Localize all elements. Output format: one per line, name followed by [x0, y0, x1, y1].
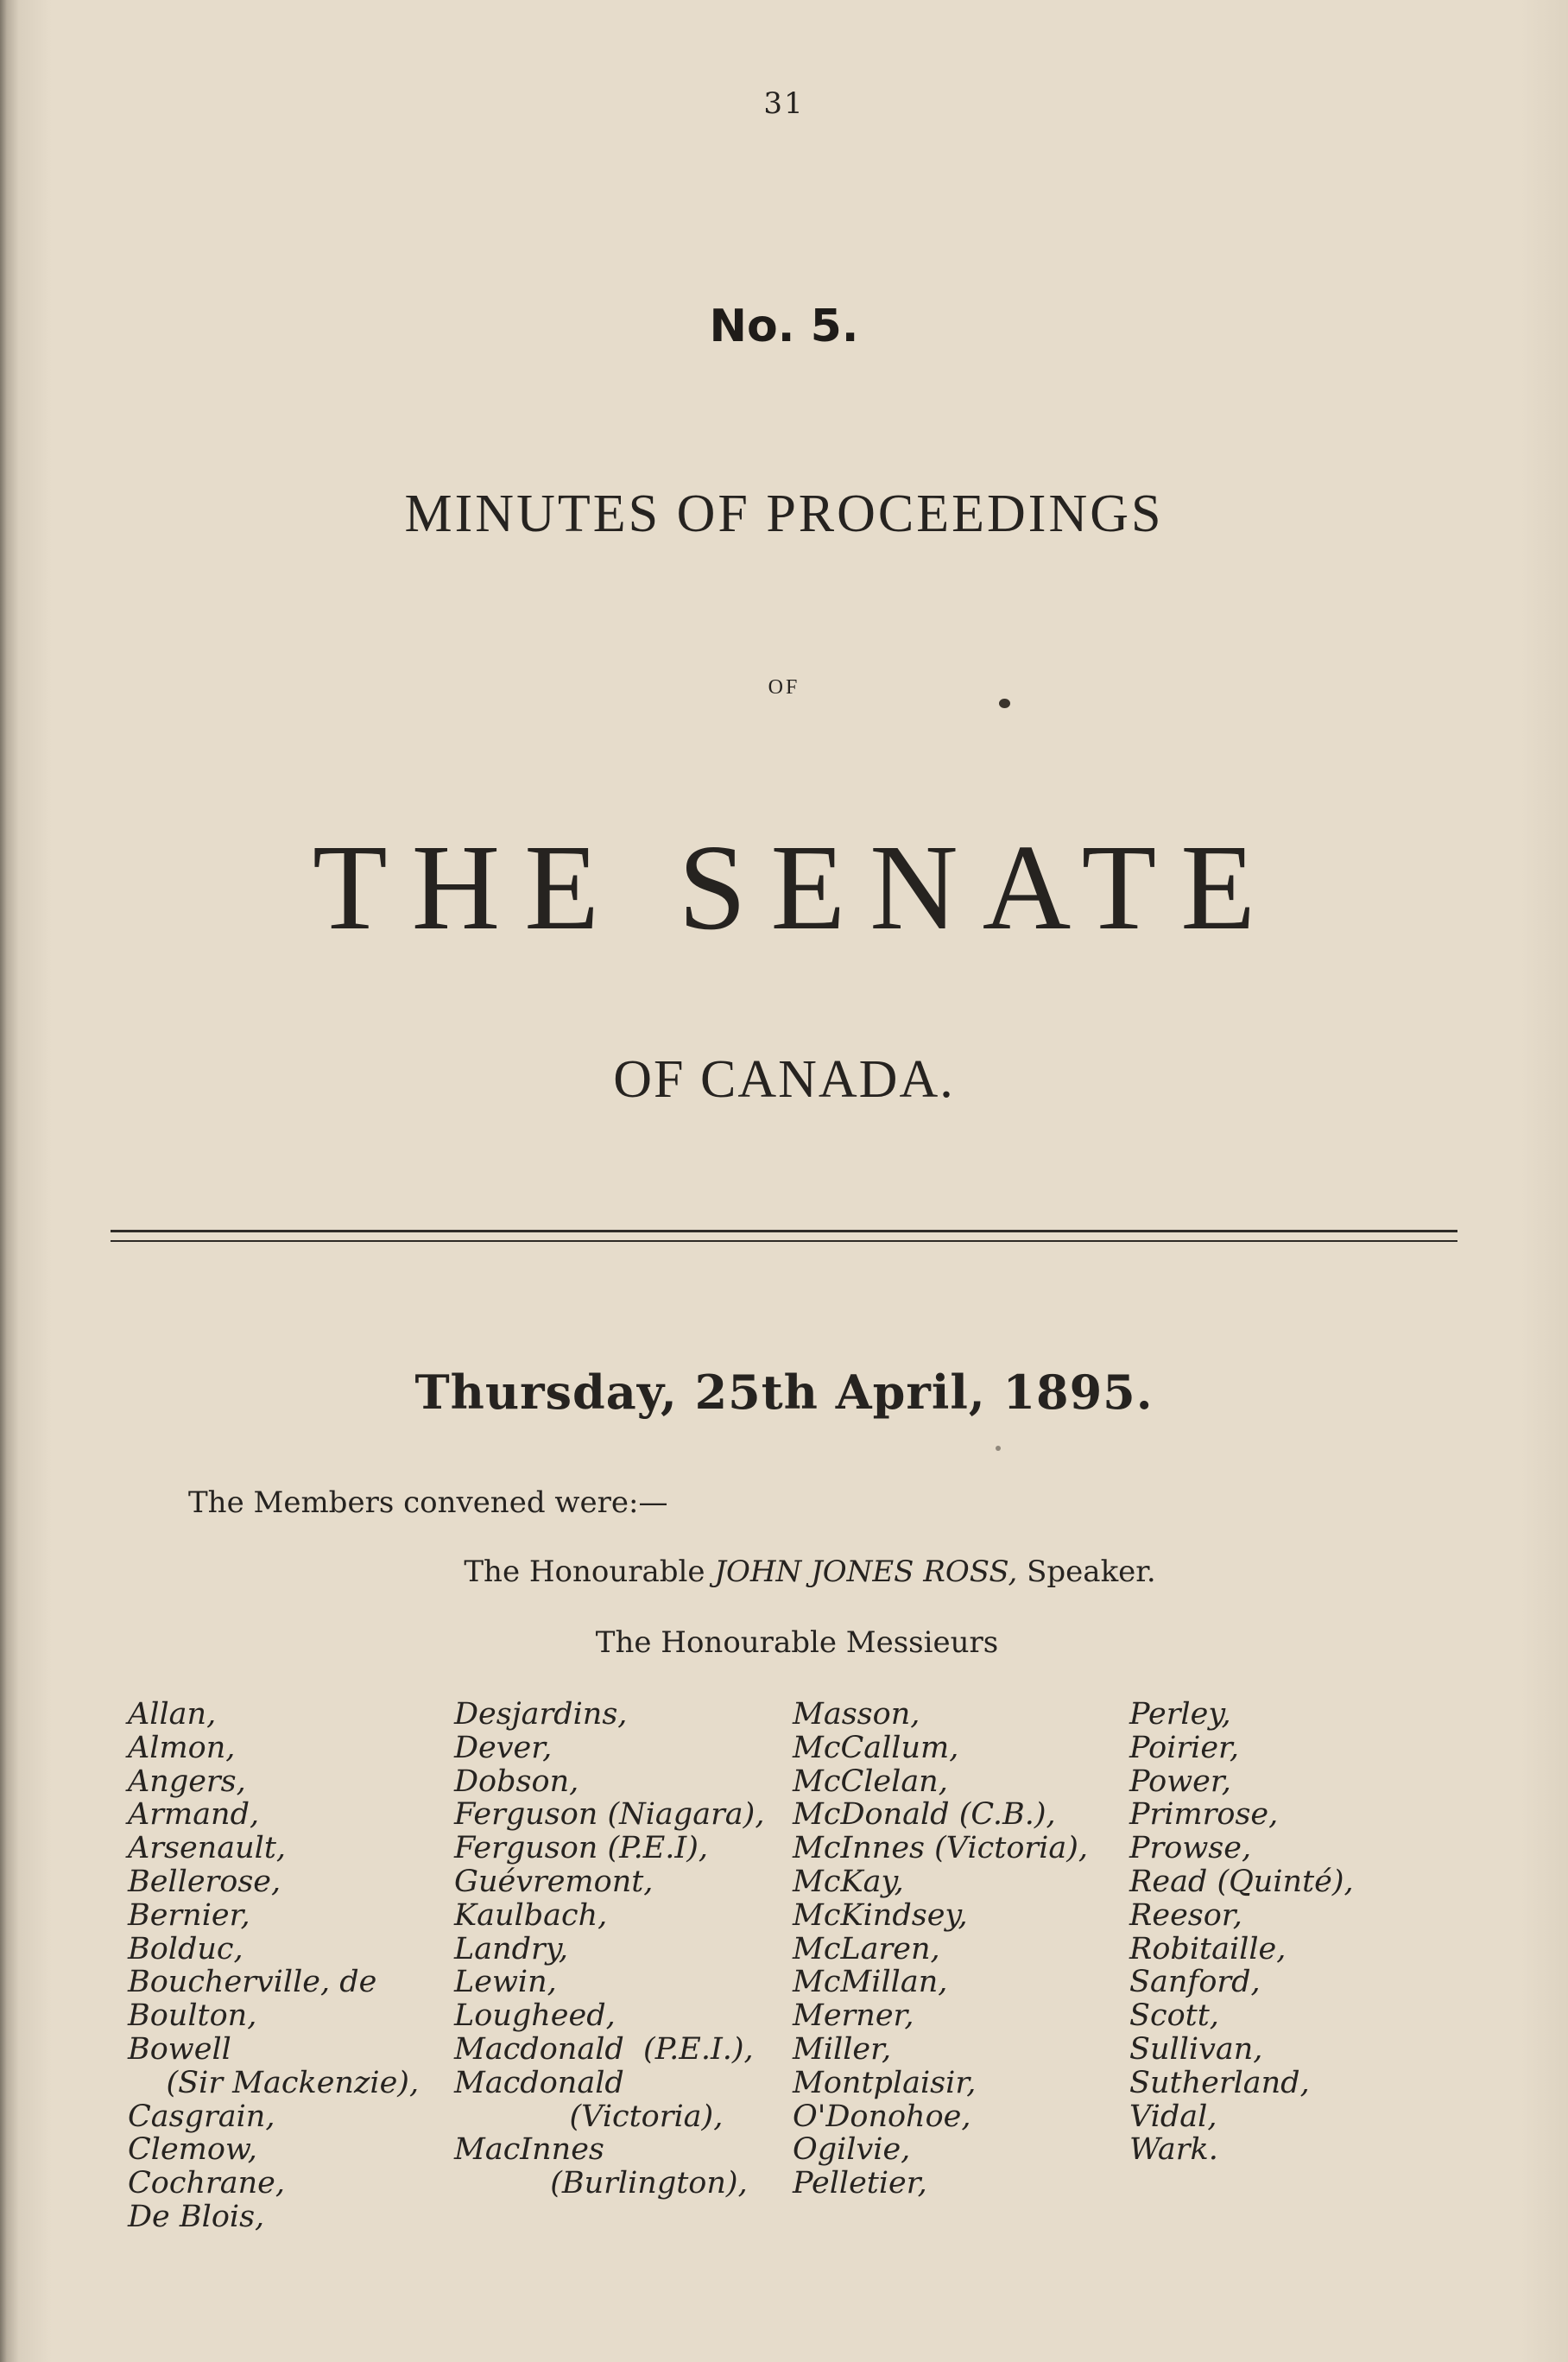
member-name: Sutherland, [1129, 2065, 1310, 2100]
member-name: Bolduc, [128, 1931, 243, 1966]
member-name [1129, 2201, 1354, 2234]
member-name: Merner, [793, 1998, 914, 2034]
member-name [454, 2201, 764, 2234]
speaker-prefix: The Honourable [464, 1555, 705, 1589]
member-name: Cochrane, [128, 2166, 285, 2201]
member-name: Ogilvie, [793, 2132, 911, 2168]
member-name: Wark. [1129, 2132, 1218, 2168]
member-name: Primrose, [1129, 1797, 1279, 1833]
issue-number: No. 5. [709, 301, 859, 352]
heading-the-senate: THE SENATE [312, 819, 1280, 955]
member-name: Armand, [128, 1797, 260, 1833]
member-name: Sanford, [1129, 1965, 1261, 2000]
speaker-line [0, 1555, 1568, 1589]
member-name: Guévremont, [454, 1864, 654, 1899]
member-name: Prowse, [1129, 1831, 1252, 1866]
member-name: Vidal, [1129, 2099, 1217, 2134]
heading-minutes-of-proceedings: MINUTES OF PROCEEDINGS [404, 484, 1164, 543]
member-name: Angers, [128, 1764, 246, 1799]
member-name: Bowell [128, 2031, 231, 2067]
member-name: Macdonald [454, 2065, 624, 2100]
member-name: Lewin, [454, 1965, 557, 2000]
member-name [793, 2201, 1088, 2234]
page-number: 31 [763, 86, 805, 121]
member-name: Miller, [793, 2031, 892, 2067]
heading-of-canada: OF CANADA. [613, 1050, 955, 1109]
ink-speck [996, 1446, 1001, 1451]
member-name: Read (Quinté), [1129, 1864, 1354, 1899]
member-name: Boulton, [128, 1998, 257, 2034]
member-name: Scott, [1129, 1998, 1219, 2034]
member-name: McMillan, [793, 1965, 948, 2000]
double-rule-top [111, 1230, 1457, 1232]
members-column-2 [454, 1698, 764, 2234]
member-name: (Victoria), [454, 2099, 724, 2134]
member-name: (Burlington), [454, 2166, 748, 2201]
members-intro: The Members convened were:— [188, 1485, 668, 1520]
member-name: Clemow, [128, 2132, 257, 2168]
double-rule-bottom [111, 1240, 1457, 1242]
member-name: Perley, [1129, 1697, 1231, 1732]
members-column-4 [1129, 1698, 1354, 2234]
member-name: Ferguson (Niagara), [454, 1797, 765, 1833]
member-name: McInnes (Victoria), [793, 1831, 1088, 1866]
member-name: McKay, [793, 1864, 904, 1899]
member-name: Montplaisir, [793, 2065, 977, 2100]
speaker-name: JOHN JONES ROSS, [714, 1555, 1018, 1589]
speaker-title: Speaker. [1027, 1555, 1156, 1589]
members-list [128, 1698, 1527, 2285]
member-name: De Blois, [128, 2199, 265, 2234]
member-name: Sullivan, [1129, 2031, 1263, 2067]
member-name: Macdonald (P.E.I.), [454, 2031, 754, 2067]
member-name: Boucherville, de [128, 1965, 377, 2000]
member-name: Desjardins, [454, 1697, 628, 1732]
honourable-messieurs-heading: The Honourable Messieurs [595, 1625, 999, 1660]
member-name: McDonald (C.B.), [793, 1797, 1056, 1833]
member-name: Arsenault, [128, 1831, 287, 1866]
member-name: McClelan, [793, 1764, 948, 1799]
member-name: Casgrain, [128, 2099, 275, 2134]
member-name: Poirier, [1129, 1730, 1240, 1765]
member-name: Dever, [454, 1730, 553, 1765]
member-name: Landry, [454, 1931, 569, 1966]
member-name: Reesor, [1129, 1897, 1242, 1933]
ink-speck [999, 699, 1010, 708]
heading-of: OF [768, 676, 800, 699]
member-name: Dobson, [454, 1764, 579, 1799]
member-name: Lougheed, [454, 1998, 616, 2034]
members-column-1 [128, 1698, 419, 2234]
member-name: McKindsey, [793, 1897, 968, 1933]
member-name [1129, 2167, 1354, 2201]
member-name: MacInnes [454, 2132, 604, 2168]
member-name: Pelletier, [793, 2166, 927, 2201]
member-name: McLaren, [793, 1931, 940, 1966]
member-name: Masson, [793, 1697, 920, 1732]
member-name: Almon, [128, 1730, 236, 1765]
member-name: (Sir Mackenzie), [128, 2065, 420, 2100]
member-name: Power, [1129, 1764, 1231, 1799]
member-name: O'Donohoe, [793, 2099, 971, 2134]
member-name: Kaulbach, [454, 1897, 608, 1933]
member-name: Ferguson (P.E.I), [454, 1831, 708, 1866]
member-name: Bellerose, [128, 1864, 281, 1899]
member-name: Robitaille, [1129, 1931, 1287, 1966]
member-name: Allan, [128, 1697, 217, 1732]
member-name: McCallum, [793, 1730, 959, 1765]
member-name: Bernier, [128, 1897, 250, 1933]
date-line: Thursday, 25th April, 1895. [414, 1365, 1154, 1420]
members-column-3 [793, 1698, 1088, 2234]
